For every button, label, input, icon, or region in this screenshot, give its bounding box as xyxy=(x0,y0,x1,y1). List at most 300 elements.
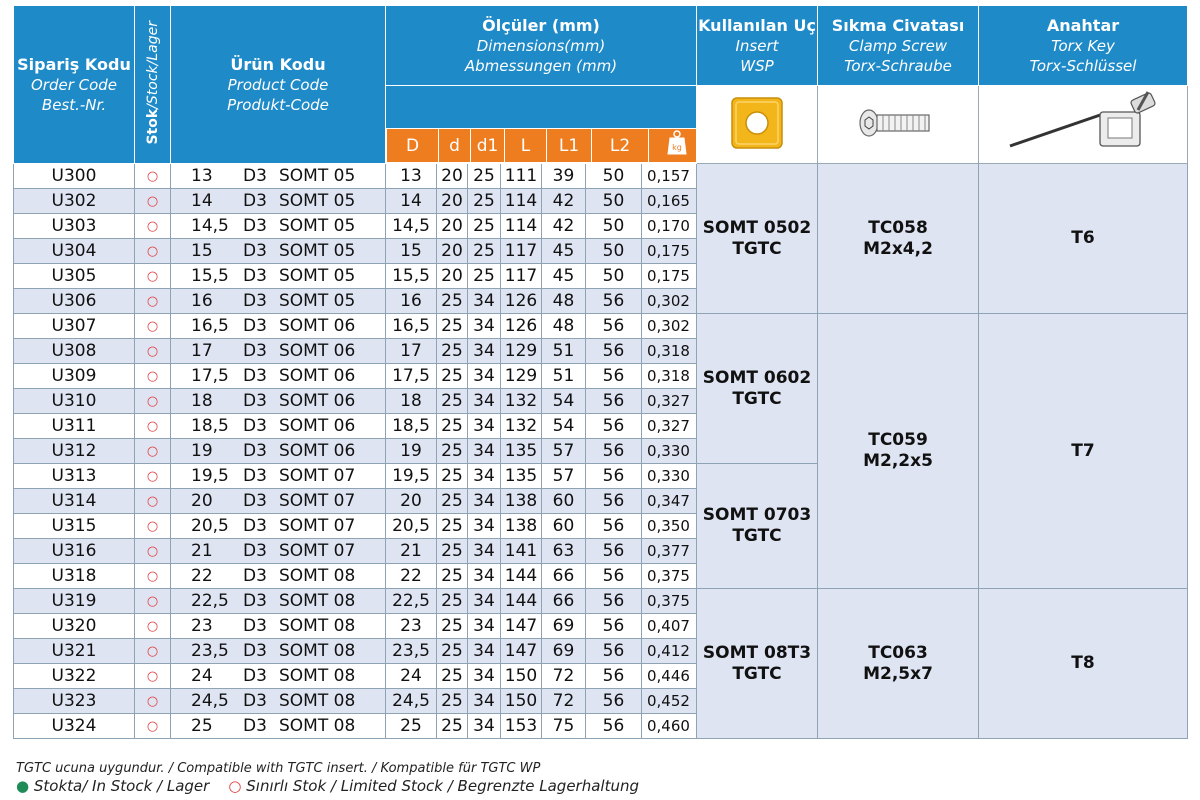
dim-L2-cell: 56 xyxy=(586,389,642,414)
dim-d1-cell: 34 xyxy=(468,364,501,389)
dim-D-cell: 14,5 xyxy=(386,214,437,239)
dim-L2-cell: 56 xyxy=(586,514,642,539)
product-code-cell xyxy=(171,489,386,514)
stock-status-icon: ○ xyxy=(135,389,171,414)
dim-L2-cell: 56 xyxy=(586,414,642,439)
key-group-cell: T8 xyxy=(979,589,1188,739)
product-series: D3 xyxy=(243,391,267,411)
stock-status-icon: ○ xyxy=(135,539,171,564)
weight-cell: 0,407 xyxy=(642,614,697,639)
order-code-cell: U312 xyxy=(14,439,135,464)
product-insert-code: SOMT 06 xyxy=(279,341,356,361)
dim-d-cell: 25 xyxy=(437,464,468,489)
dim-d1-cell: 34 xyxy=(468,489,501,514)
dim-d1-cell: 34 xyxy=(468,289,501,314)
dim-L2-cell: 56 xyxy=(586,639,642,664)
dim-D-cell: 24 xyxy=(386,664,437,689)
dim-L1-cell: 63 xyxy=(542,539,586,564)
key-header: Anahtar Torx Key Torx-Schlüssel xyxy=(979,6,1188,86)
stock-legend xyxy=(16,777,639,795)
stock-status-icon: ○ xyxy=(135,714,171,739)
dim-L1-cell: 57 xyxy=(542,464,586,489)
order-code-cell: U316 xyxy=(14,539,135,564)
product-diameter: 18,5 xyxy=(191,416,229,436)
product-series: D3 xyxy=(243,316,267,336)
insert-group-cell-line1: SOMT 0502 xyxy=(702,217,812,238)
svg-text:kg: kg xyxy=(671,143,682,152)
product-series: D3 xyxy=(243,566,267,586)
product-insert-code: SOMT 06 xyxy=(279,391,356,411)
product-code-cell xyxy=(171,364,386,389)
weight-cell: 0,375 xyxy=(642,564,697,589)
dim-D-cell: 17 xyxy=(386,339,437,364)
stock-status-icon: ○ xyxy=(135,414,171,439)
product-code-cell xyxy=(171,664,386,689)
insert-group-cell-line2: TGTC xyxy=(732,663,782,684)
dim-L-cell: 144 xyxy=(501,564,542,589)
dim-L1-cell: 69 xyxy=(542,614,586,639)
dim-d-cell: 25 xyxy=(437,414,468,439)
product-diameter: 20,5 xyxy=(191,516,229,536)
product-code-cell xyxy=(171,539,386,564)
order-code-cell: U306 xyxy=(14,289,135,314)
dim-d-cell: 25 xyxy=(437,439,468,464)
col-L2: L2 xyxy=(592,129,649,163)
weight-cell: 0,452 xyxy=(642,689,697,714)
dim-d-cell: 25 xyxy=(437,289,468,314)
screw-group-cell-line2: M2,2x5 xyxy=(863,451,933,471)
dim-L2-cell: 56 xyxy=(586,489,642,514)
product-series: D3 xyxy=(243,591,267,611)
product-insert-code: SOMT 08 xyxy=(279,716,356,736)
screw-group-cell xyxy=(818,314,979,589)
product-diameter: 19 xyxy=(191,441,213,461)
dim-L-cell: 135 xyxy=(501,439,542,464)
product-diameter: 15,5 xyxy=(191,266,229,286)
product-series: D3 xyxy=(243,266,267,286)
dim-D-cell: 16 xyxy=(386,289,437,314)
weight-cell: 0,347 xyxy=(642,489,697,514)
stock-status-icon: ○ xyxy=(135,689,171,714)
product-diameter: 21 xyxy=(191,541,213,561)
weight-cell: 0,375 xyxy=(642,589,697,614)
product-code-cell xyxy=(171,339,386,364)
dim-d-cell: 20 xyxy=(437,264,468,289)
dim-L2-cell: 50 xyxy=(586,164,642,189)
dim-L-cell: 150 xyxy=(501,664,542,689)
product-code-cell xyxy=(171,289,386,314)
dim-d1-cell: 25 xyxy=(468,214,501,239)
insert-group-cell xyxy=(697,314,818,464)
dim-L-cell: 132 xyxy=(501,414,542,439)
product-code-cell xyxy=(171,689,386,714)
product-diameter: 22 xyxy=(191,566,213,586)
weight-cell: 0,460 xyxy=(642,714,697,739)
product-diameter: 17 xyxy=(191,341,213,361)
dim-d1-cell: 34 xyxy=(468,314,501,339)
weight-cell: 0,327 xyxy=(642,414,697,439)
insert-group-cell-line2: TGTC xyxy=(732,388,782,409)
insert-group-cell-line1: SOMT 08T3 xyxy=(702,642,812,663)
dim-L2-cell: 56 xyxy=(586,664,642,689)
product-code-cell xyxy=(171,589,386,614)
product-series: D3 xyxy=(243,691,267,711)
weight-icon xyxy=(666,130,688,156)
order-code-cell: U303 xyxy=(14,214,135,239)
dim-d1-cell: 34 xyxy=(468,614,501,639)
dim-D-cell: 20,5 xyxy=(386,514,437,539)
dim-D-cell: 20 xyxy=(386,489,437,514)
col-L: L xyxy=(505,129,547,163)
dim-L-cell: 135 xyxy=(501,464,542,489)
stock-status-icon: ○ xyxy=(135,464,171,489)
dim-D-cell: 22,5 xyxy=(386,589,437,614)
product-insert-code: SOMT 08 xyxy=(279,666,356,686)
insert-group-cell-line1: SOMT 0602 xyxy=(702,367,812,388)
weight-cell: 0,302 xyxy=(642,314,697,339)
table-row xyxy=(14,589,1188,614)
order-code-cell: U310 xyxy=(14,389,135,414)
dim-d1-cell: 34 xyxy=(468,439,501,464)
dim-L1-cell: 60 xyxy=(542,514,586,539)
product-insert-code: SOMT 06 xyxy=(279,316,356,336)
dim-L2-cell: 56 xyxy=(586,714,642,739)
product-insert-code: SOMT 05 xyxy=(279,266,356,286)
dim-d1-cell: 34 xyxy=(468,564,501,589)
insert-header: Kullanılan Uç Insert WSP xyxy=(697,6,818,86)
dim-d-cell: 25 xyxy=(437,564,468,589)
dim-L2-cell: 56 xyxy=(586,589,642,614)
dim-L1-cell: 72 xyxy=(542,689,586,714)
dim-L1-cell: 39 xyxy=(542,164,586,189)
product-series: D3 xyxy=(243,616,267,636)
dim-L1-cell: 45 xyxy=(542,239,586,264)
insert-group-cell xyxy=(697,164,818,314)
dim-L-cell: 147 xyxy=(501,639,542,664)
dim-d-cell: 25 xyxy=(437,689,468,714)
key-group-cell: T6 xyxy=(979,164,1188,314)
dim-d1-cell: 34 xyxy=(468,464,501,489)
product-diameter: 14,5 xyxy=(191,216,229,236)
dim-L1-cell: 42 xyxy=(542,189,586,214)
product-code-cell xyxy=(171,314,386,339)
dim-L-cell: 147 xyxy=(501,614,542,639)
product-code-cell xyxy=(171,164,386,189)
weight-cell: 0,175 xyxy=(642,264,697,289)
dim-d1-cell: 25 xyxy=(468,239,501,264)
col-D: D xyxy=(387,129,439,163)
dim-d-cell: 25 xyxy=(437,339,468,364)
product-series: D3 xyxy=(243,441,267,461)
product-diameter: 19,5 xyxy=(191,466,229,486)
product-series: D3 xyxy=(243,191,267,211)
dim-d1-cell: 34 xyxy=(468,389,501,414)
dim-L-cell: 144 xyxy=(501,589,542,614)
col-L1: L1 xyxy=(547,129,592,163)
dim-L1-cell: 48 xyxy=(542,314,586,339)
dim-D-cell: 13 xyxy=(386,164,437,189)
dim-d1-cell: 34 xyxy=(468,714,501,739)
key-group-cell: T7 xyxy=(979,314,1188,589)
dim-L2-cell: 56 xyxy=(586,614,642,639)
product-series: D3 xyxy=(243,341,267,361)
stock-status-icon: ○ xyxy=(135,614,171,639)
dim-L-cell: 126 xyxy=(501,314,542,339)
product-insert-code: SOMT 08 xyxy=(279,616,356,636)
product-diameter: 15 xyxy=(191,241,213,261)
product-insert-code: SOMT 05 xyxy=(279,166,356,186)
dim-d-cell: 25 xyxy=(437,714,468,739)
key-image-cell xyxy=(979,86,1188,164)
dim-D-cell: 16,5 xyxy=(386,314,437,339)
table-row xyxy=(14,164,1188,189)
product-diameter: 24,5 xyxy=(191,691,229,711)
product-insert-code: SOMT 07 xyxy=(279,491,356,511)
order-code-cell: U302 xyxy=(14,189,135,214)
dim-L-cell: 150 xyxy=(501,689,542,714)
weight-cell: 0,412 xyxy=(642,639,697,664)
dim-L2-cell: 56 xyxy=(586,339,642,364)
dim-L-cell: 132 xyxy=(501,389,542,414)
dim-d-cell: 25 xyxy=(437,314,468,339)
product-code-cell xyxy=(171,414,386,439)
dim-L-cell: 153 xyxy=(501,714,542,739)
dim-L1-cell: 42 xyxy=(542,214,586,239)
order-code-cell: U300 xyxy=(14,164,135,189)
stock-status-icon: ○ xyxy=(135,664,171,689)
screw-group-cell-line1: TC059 xyxy=(868,430,928,450)
dim-L-cell: 129 xyxy=(501,339,542,364)
order-code-cell: U321 xyxy=(14,639,135,664)
dim-d1-cell: 34 xyxy=(468,689,501,714)
dim-L2-cell: 50 xyxy=(586,239,642,264)
limited-stock-circle-icon: ○ xyxy=(228,777,242,795)
product-code-cell xyxy=(171,264,386,289)
insert-group-cell-line2: TGTC xyxy=(732,238,782,259)
product-diameter: 13 xyxy=(191,166,213,186)
dim-L2-cell: 56 xyxy=(586,314,642,339)
order-code-cell: U308 xyxy=(14,339,135,364)
screw-image-cell xyxy=(818,86,979,164)
order-code-cell: U314 xyxy=(14,489,135,514)
dim-d-cell: 25 xyxy=(437,514,468,539)
dim-d1-cell: 25 xyxy=(468,164,501,189)
dim-L1-cell: 66 xyxy=(542,564,586,589)
stock-status-icon: ○ xyxy=(135,289,171,314)
product-series: D3 xyxy=(243,516,267,536)
dim-D-cell: 22 xyxy=(386,564,437,589)
compatibility-note: TGTC ucuna uygundur. / Compatible with TGTC insert. / Kompatible für TGTC WP xyxy=(16,761,541,776)
product-series: D3 xyxy=(243,491,267,511)
stock-header: Stok/Stock/Lager xyxy=(135,6,171,164)
dim-L-cell: 126 xyxy=(501,289,542,314)
product-diameter: 25 xyxy=(191,716,213,736)
dim-L2-cell: 50 xyxy=(586,214,642,239)
product-insert-code: SOMT 07 xyxy=(279,466,356,486)
dim-L2-cell: 56 xyxy=(586,539,642,564)
col-d: d xyxy=(439,129,471,163)
product-series: D3 xyxy=(243,466,267,486)
product-diameter: 23 xyxy=(191,616,213,636)
product-series: D3 xyxy=(243,666,267,686)
dim-L-cell: 138 xyxy=(501,489,542,514)
dim-D-cell: 14 xyxy=(386,189,437,214)
product-code-cell xyxy=(171,189,386,214)
in-stock-dot-icon: ● xyxy=(16,777,30,795)
dim-D-cell: 24,5 xyxy=(386,689,437,714)
screw-group-cell-line1: TC058 xyxy=(868,217,928,238)
dim-L-cell: 129 xyxy=(501,364,542,389)
stock-status-icon: ○ xyxy=(135,314,171,339)
dim-D-cell: 18,5 xyxy=(386,414,437,439)
product-series: D3 xyxy=(243,416,267,436)
screw-group-cell-line1: TC063 xyxy=(868,642,928,663)
stock-status-icon: ○ xyxy=(135,514,171,539)
dim-d1-cell: 34 xyxy=(468,414,501,439)
weight-cell: 0,446 xyxy=(642,664,697,689)
product-insert-code: SOMT 07 xyxy=(279,516,356,536)
order-code-cell: U305 xyxy=(14,264,135,289)
stock-status-icon: ○ xyxy=(135,564,171,589)
stock-status-icon: ○ xyxy=(135,489,171,514)
product-series: D3 xyxy=(243,366,267,386)
insert-group-cell-line1: SOMT 0703 xyxy=(702,505,812,525)
dim-D-cell: 23 xyxy=(386,614,437,639)
stock-status-icon: ○ xyxy=(135,264,171,289)
product-insert-code: SOMT 08 xyxy=(279,566,356,586)
weight-cell: 0,330 xyxy=(642,464,697,489)
product-code-cell xyxy=(171,239,386,264)
product-insert-code: SOMT 06 xyxy=(279,441,356,461)
dim-d1-cell: 34 xyxy=(468,514,501,539)
dim-d-cell: 25 xyxy=(437,614,468,639)
insert-image-cell xyxy=(697,86,818,164)
dim-subheader xyxy=(386,86,697,164)
weight-cell: 0,377 xyxy=(642,539,697,564)
order-code-cell: U309 xyxy=(14,364,135,389)
product-insert-code: SOMT 08 xyxy=(279,591,356,611)
limited-stock-label: Sınırlı Stok / Limited Stock / Begrenzte Lagerhaltung xyxy=(246,777,640,795)
stock-status-icon: ○ xyxy=(135,214,171,239)
product-code-cell xyxy=(171,714,386,739)
product-code-cell xyxy=(171,439,386,464)
dim-d-cell: 20 xyxy=(437,214,468,239)
order-code-cell: U323 xyxy=(14,689,135,714)
screw-group-cell xyxy=(818,589,979,739)
product-code-cell xyxy=(171,214,386,239)
insert-group-cell xyxy=(697,464,818,589)
dim-D-cell: 25 xyxy=(386,714,437,739)
dim-L2-cell: 56 xyxy=(586,289,642,314)
product-insert-code: SOMT 08 xyxy=(279,641,356,661)
product-series: D3 xyxy=(243,641,267,661)
stock-status-icon: ○ xyxy=(135,589,171,614)
dim-D-cell: 23,5 xyxy=(386,639,437,664)
product-code-cell xyxy=(171,514,386,539)
product-insert-code: SOMT 05 xyxy=(279,191,356,211)
screw-icon xyxy=(853,103,943,143)
dim-d1-cell: 25 xyxy=(468,264,501,289)
dim-d1-cell: 34 xyxy=(468,639,501,664)
product-diameter: 20 xyxy=(191,491,213,511)
dim-L1-cell: 72 xyxy=(542,664,586,689)
stock-status-icon: ○ xyxy=(135,339,171,364)
weight-cell: 0,318 xyxy=(642,339,697,364)
weight-cell: 0,170 xyxy=(642,214,697,239)
dim-L1-cell: 75 xyxy=(542,714,586,739)
product-diameter: 23,5 xyxy=(191,641,229,661)
product-series: D3 xyxy=(243,216,267,236)
dim-D-cell: 15 xyxy=(386,239,437,264)
product-diameter: 17,5 xyxy=(191,366,229,386)
dim-d-cell: 25 xyxy=(437,389,468,414)
dim-d-cell: 25 xyxy=(437,539,468,564)
dim-D-cell: 17,5 xyxy=(386,364,437,389)
screw-group-cell-line2: M2,5x7 xyxy=(863,663,933,684)
dim-d-cell: 20 xyxy=(437,164,468,189)
dim-L1-cell: 66 xyxy=(542,589,586,614)
dim-L1-cell: 54 xyxy=(542,389,586,414)
dim-d-cell: 20 xyxy=(437,189,468,214)
product-diameter: 22,5 xyxy=(191,591,229,611)
dim-D-cell: 19,5 xyxy=(386,464,437,489)
dim-L2-cell: 50 xyxy=(586,264,642,289)
dim-D-cell: 15,5 xyxy=(386,264,437,289)
order-code-cell: U318 xyxy=(14,564,135,589)
order-code-cell: U304 xyxy=(14,239,135,264)
dim-d-cell: 25 xyxy=(437,489,468,514)
dim-D-cell: 18 xyxy=(386,389,437,414)
dim-L1-cell: 51 xyxy=(542,339,586,364)
dim-L1-cell: 57 xyxy=(542,439,586,464)
dim-L-cell: 111 xyxy=(501,164,542,189)
order-code-cell: U313 xyxy=(14,464,135,489)
weight-cell: 0,302 xyxy=(642,289,697,314)
weight-cell: 0,330 xyxy=(642,439,697,464)
dim-L-cell: 114 xyxy=(501,214,542,239)
dim-L-cell: 114 xyxy=(501,189,542,214)
dim-L-cell: 138 xyxy=(501,514,542,539)
order-code-cell: U315 xyxy=(14,514,135,539)
order-code-cell: U320 xyxy=(14,614,135,639)
dim-d-cell: 25 xyxy=(437,364,468,389)
order-code-cell: U322 xyxy=(14,664,135,689)
product-insert-code: SOMT 05 xyxy=(279,216,356,236)
weight-cell: 0,165 xyxy=(642,189,697,214)
dimensions-header: Ölçüler (mm) Dimensions(mm) Abmessungen (mm) xyxy=(386,6,697,86)
product-diameter: 14 xyxy=(191,191,213,211)
dim-L1-cell: 54 xyxy=(542,414,586,439)
product-series: D3 xyxy=(243,291,267,311)
dim-d1-cell: 25 xyxy=(468,189,501,214)
dim-d-cell: 25 xyxy=(437,589,468,614)
dim-L1-cell: 45 xyxy=(542,264,586,289)
insert-group-cell xyxy=(697,589,818,739)
dim-L1-cell: 60 xyxy=(542,489,586,514)
product-insert-code: SOMT 08 xyxy=(279,691,356,711)
product-series: D3 xyxy=(243,166,267,186)
dim-L2-cell: 56 xyxy=(586,364,642,389)
product-insert-code: SOMT 05 xyxy=(279,241,356,261)
dim-d-cell: 20 xyxy=(437,239,468,264)
dim-L-cell: 141 xyxy=(501,539,542,564)
product-insert-code: SOMT 05 xyxy=(279,291,356,311)
dim-L2-cell: 56 xyxy=(586,464,642,489)
stock-status-icon: ○ xyxy=(135,239,171,264)
product-code-cell xyxy=(171,464,386,489)
table-row xyxy=(14,314,1188,339)
dim-D-cell: 21 xyxy=(386,539,437,564)
